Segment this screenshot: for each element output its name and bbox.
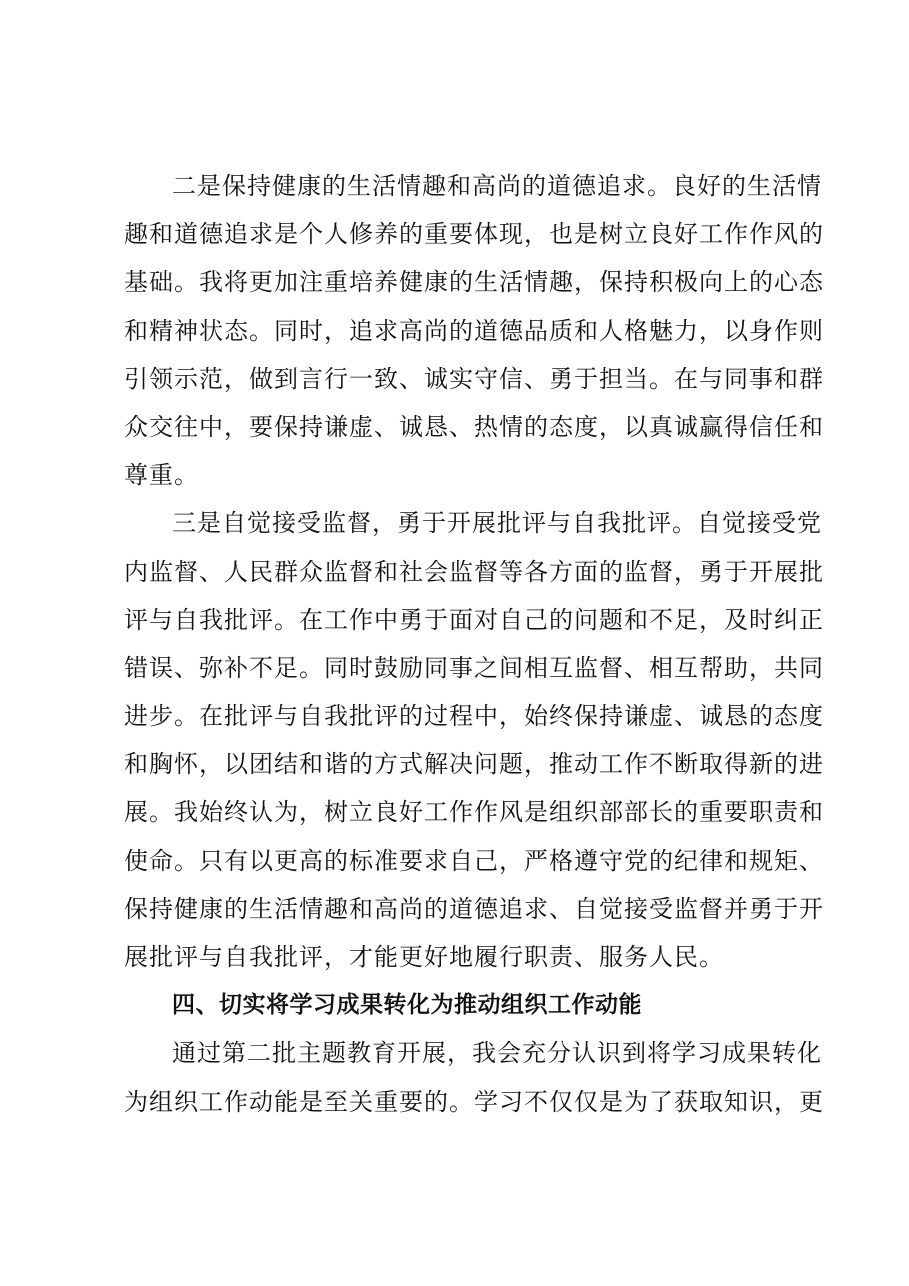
paragraph-line: 和精神状态。同时，追求高尚的道德品质和人格魅力，以身作则	[124, 316, 824, 345]
paragraph-line: 通过第二批主题教育开展，我会充分认识到将学习成果转化	[172, 1039, 822, 1068]
paragraph-line: 展批评与自我批评，才能更好地履行职责、服务人民。	[124, 943, 724, 971]
paragraph-supervision	[124, 499, 824, 981]
paragraph-line: 二是保持健康的生活情趣和高尚的道德追求。良好的生活情	[172, 172, 822, 200]
paragraph-line: 展。我始终认为，树立良好工作作风是组织部部长的重要职责和	[124, 798, 824, 827]
section-heading: 四、切实将学习成果转化为推动组织工作动能	[172, 992, 642, 1019]
paragraph-line: 和胸怀，以团结和谐的方式解决问题，推动工作不断取得新的进	[124, 750, 824, 779]
paragraph-line: 众交往中，要保持谦虚、诚恳、热情的态度，以真诚赢得信任和	[124, 412, 824, 441]
paragraph-line: 尊重。	[124, 461, 199, 490]
paragraph-line: 保持健康的生活情趣和高尚的道德追求、自觉接受监督并勇于开	[124, 894, 824, 923]
paragraph-line: 使命。只有以更高的标准要求自己，严格遵守党的纪律和规矩、	[124, 846, 824, 875]
document-page	[124, 162, 824, 1126]
paragraph-line: 为组织工作动能是至关重要的。学习不仅仅是为了获取知识，更	[124, 1087, 824, 1116]
paragraph-line: 错误、弥补不足。同时鼓励同事之间相互监督、相互帮助，共同	[124, 653, 824, 682]
paragraph-line: 内监督、人民群众监督和社会监督等各方面的监督，勇于开展批	[124, 557, 824, 586]
paragraph-healthy-life	[124, 162, 824, 499]
paragraph-line: 引领示范，做到言行一致、诚实守信、勇于担当。在与同事和群	[124, 364, 824, 393]
paragraph-line: 趣和道德追求是个人修养的重要体现，也是树立良好工作作风的	[124, 220, 824, 249]
paragraph-line: 基础。我将更加注重培养健康的生活情趣，保持积极向上的心态	[124, 268, 824, 297]
paragraph-learning-outcomes	[124, 1029, 824, 1125]
paragraph-line: 三是自觉接受监督，勇于开展批评与自我批评。自觉接受党	[172, 509, 822, 538]
paragraph-line: 评与自我批评。在工作中勇于面对自己的问题和不足，及时纠正	[124, 605, 824, 634]
paragraph-line: 进步。在批评与自我批评的过程中，始终保持谦虚、诚恳的态度	[124, 702, 824, 731]
